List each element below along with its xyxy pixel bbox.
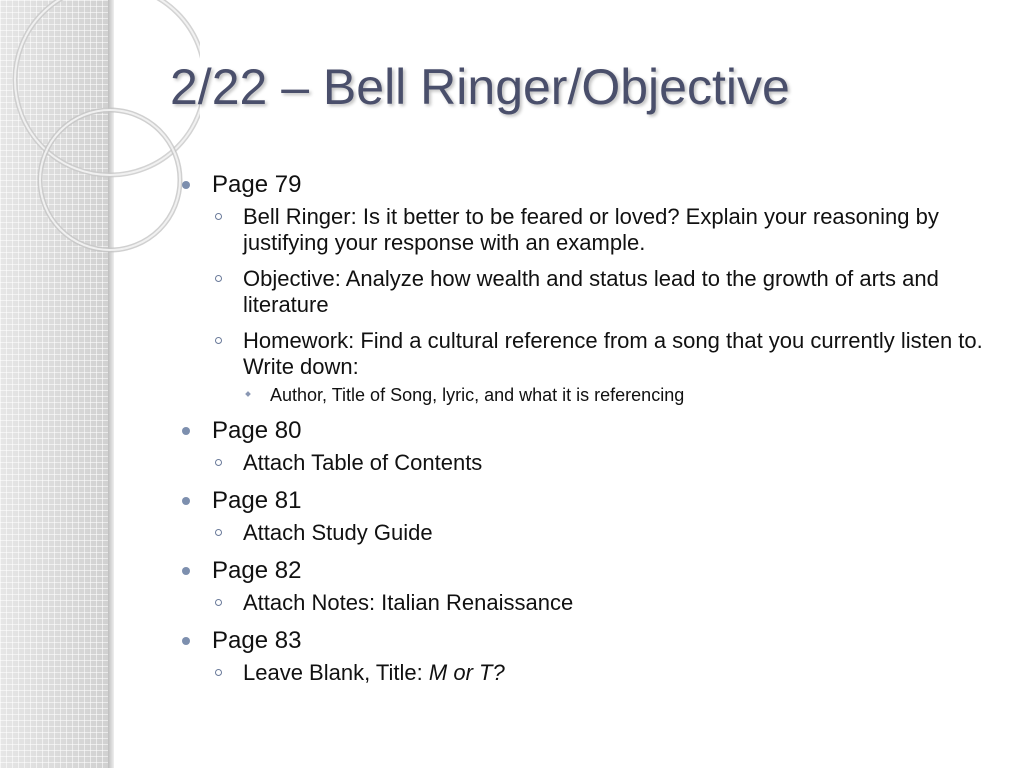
list-item-text: Homework: Find a cultural reference from a song that you currently listen to. Write down: [243,328,983,379]
list-item-study-guide [180,520,1000,546]
list-item-leave-blank [180,660,1000,686]
list-item-notes [180,590,1000,616]
section-label: Page 79 [212,171,302,198]
section-page-82 [180,556,1000,586]
hollow-circle-bullet-icon [215,459,222,466]
slide-content [180,164,1000,696]
list-item-text: Objective: Analyze how wealth and status lead to the growth of arts and literature [243,266,939,317]
slide-title: 2/22 – Bell Ringer/Objective [170,59,790,115]
list-item-objective [180,266,1000,318]
diamond-bullet-icon [245,391,251,397]
filled-circle-bullet-icon [182,497,190,505]
hollow-circle-bullet-icon [215,213,222,220]
list-item-table-of-contents [180,450,1000,476]
list-item-italic-title: M or T? [428,660,505,685]
list-item-text: Attach Study Guide [243,520,433,545]
list-item-text: Bell Ringer: Is it better to be feared or loved? Explain your reasoning by justifying your response with an example. [243,204,939,255]
section-page-81 [180,486,1000,516]
list-item-prefix: Leave Blank, Title: [243,660,429,685]
section-page-83 [180,626,1000,656]
list-item-text: Attach Notes: Italian Renaissance [243,590,574,615]
sub-list-item-author [180,384,1000,406]
sub-list-item-text: Author, Title of Song, lyric, and what it is referencing [270,385,685,405]
list-item-text: Attach Table of Contents [243,450,483,475]
filled-circle-bullet-icon [182,181,190,189]
filled-circle-bullet-icon [182,567,190,575]
section-label: Page 81 [212,487,302,514]
section-page-79 [180,170,1000,200]
section-page-80 [180,416,1000,446]
hollow-circle-bullet-icon [215,529,222,536]
section-label: Page 80 [212,417,302,444]
list-item-homework [180,328,1000,380]
section-label: Page 83 [212,627,302,654]
hollow-circle-bullet-icon [215,599,222,606]
filled-circle-bullet-icon [182,637,190,645]
decorative-arcs [0,0,200,300]
hollow-circle-bullet-icon [215,275,222,282]
filled-circle-bullet-icon [182,427,190,435]
list-item-bell-ringer [180,204,1000,256]
hollow-circle-bullet-icon [215,669,222,676]
section-label: Page 82 [212,557,302,584]
hollow-circle-bullet-icon [215,337,222,344]
